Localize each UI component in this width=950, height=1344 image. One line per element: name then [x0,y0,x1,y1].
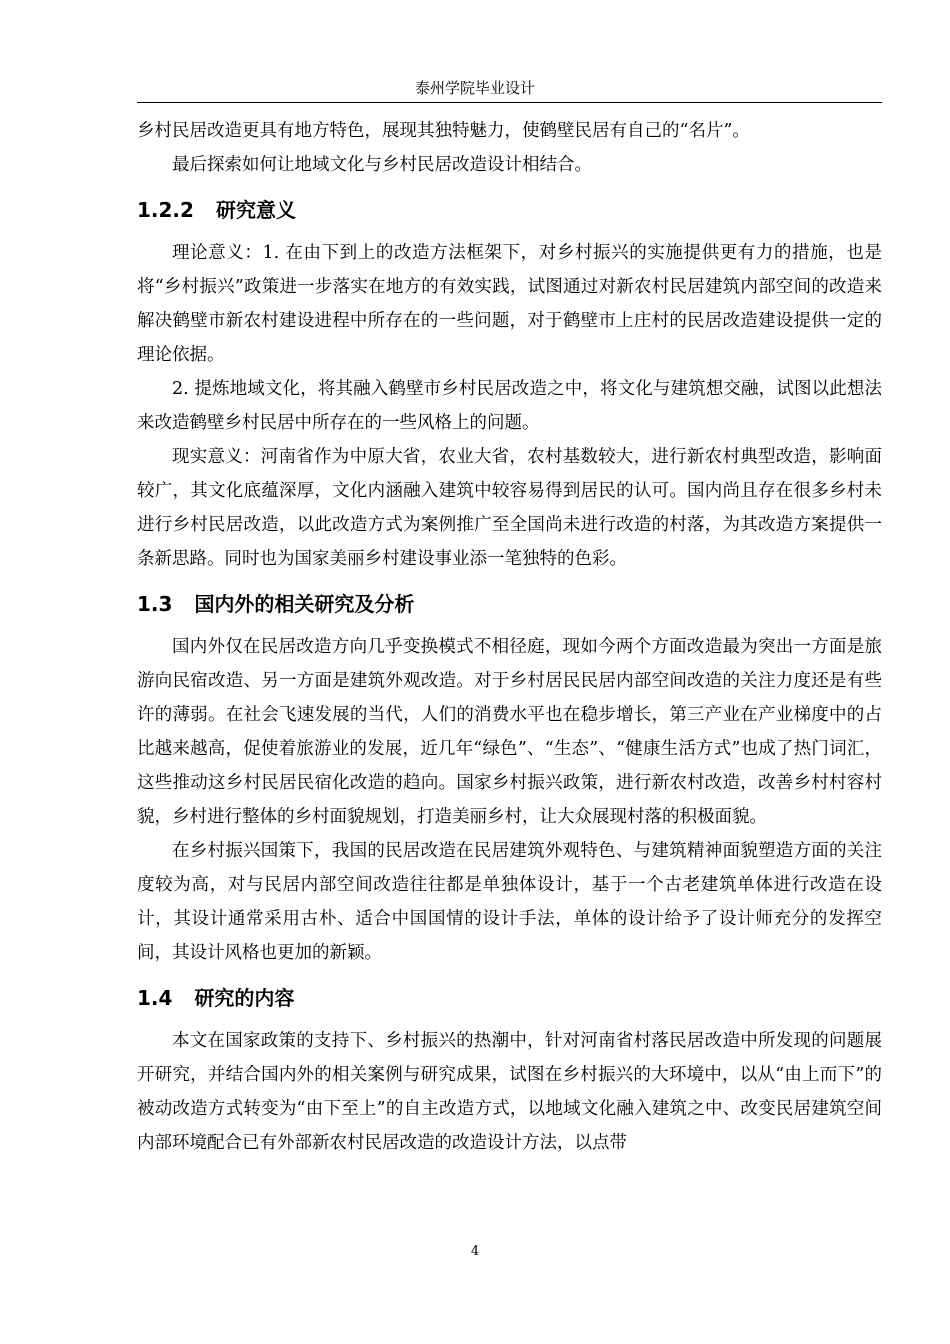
section-title: 研究意义 [215,198,296,222]
running-header: 泰州学院毕业设计 [414,79,535,97]
section-number: 1.3 [137,592,173,616]
body-paragraph: 在乡村振兴国策下，我国的民居改造在民居建筑外观特色、与建筑精神面貌塑造方面的关注度较为高，对与民居内部空间改造往往都是单独体设计，基于一个古老建筑单体进行改造在设计，其设计通常采用古朴、适合中国国情的设计手法，单体的设计给予了设计师充分的发挥空间，其设计风格也更加的新颖。 [137,841,882,963]
section-heading-1-3 [137,576,882,630]
body-paragraph: 理论意义：1. 在由下到上的改造方法框架下，对乡村振兴的实施提供更有力的措施，也是将“乡村振兴”政策进一步落实在地方的有效实践，试图通过对新农村民居建筑内部空间的改造来解决鹤壁市新农村建设进程中所存在的一些问题，对于鹤壁市上庄村的民居改造建设提供一定的理论依据。 [137,243,882,365]
section-heading-1-4 [137,970,882,1024]
body-paragraph: 最后探索如何让地域文化与乡村民居改造设计相结合。 [172,155,592,175]
section-title: 国内外的相关研究及分析 [194,592,415,616]
section-title: 研究的内容 [194,986,295,1010]
page-body [137,114,882,1160]
body-paragraph: 2. 提炼地域文化，将其融入鹤壁市乡村民居改造之中，将文化与建筑想交融，试图以此想法来改造鹤壁乡村民居中所存在的一些风格上的问题。 [137,379,882,433]
page-number: 4 [470,1244,480,1259]
header-divider [137,102,882,103]
section-number: 1.4 [137,986,173,1010]
body-paragraph: 本文在国家政策的支持下、乡村振兴的热潮中，针对河南省村落民居改造中所发现的问题展开研究，并结合国内外的相关案例与研究成果，试图在乡村振兴的大环境中，以从“由上而下”的被动改造方式转变为“由下至上”的自主改造方式，以地域文化融入建筑之中、改变民居建筑空间内部环境配合已有外部新农村民居改造的改造设计方法，以点带 [137,1031,882,1153]
body-paragraph: 现实意义：河南省作为中原大省，农业大省，农村基数较大，进行新农村典型改造，影响面较广，其文化底蕴深厚，文化内涵融入建筑中较容易得到居民的认可。国内尚且存在很多乡村未进行乡村民居改造，以此改造方式为案例推广至全国尚未进行改造的村落，为其改造方案提供一条新思路。同时也为国家美丽乡村建设事业添一笔独特的色彩。 [137,447,882,569]
section-heading-1-2-2 [137,182,882,236]
section-number: 1.2.2 [137,198,194,222]
body-paragraph: 乡村民居改造更具有地方特色，展现其独特魅力，使鹤壁民居有自己的“名片”。 [137,121,750,141]
body-paragraph: 国内外仅在民居改造方向几乎变换模式不相径庭，现如今两个方面改造最为突出一方面是旅游向民宿改造、另一方面是建筑外观改造。对于乡村居民民居内部空间改造的关注力度还是有些许的薄弱。在社会飞速发展的当代，人们的消费水平也在稳步增长，第三产业在产业梯度中的占比越来越高，促使着旅游业的发展，近几年“绿色”、“生态”、“健康生活方式”也成了热门词汇，这些推动这乡村民居民宿化改造的趋向。国家乡村振兴政策，进行新农村改造，改善乡村村容村貌，乡村进行整体的乡村面貌规划，打造美丽乡村，让大众展现村落的积极面貌。 [137,637,882,827]
